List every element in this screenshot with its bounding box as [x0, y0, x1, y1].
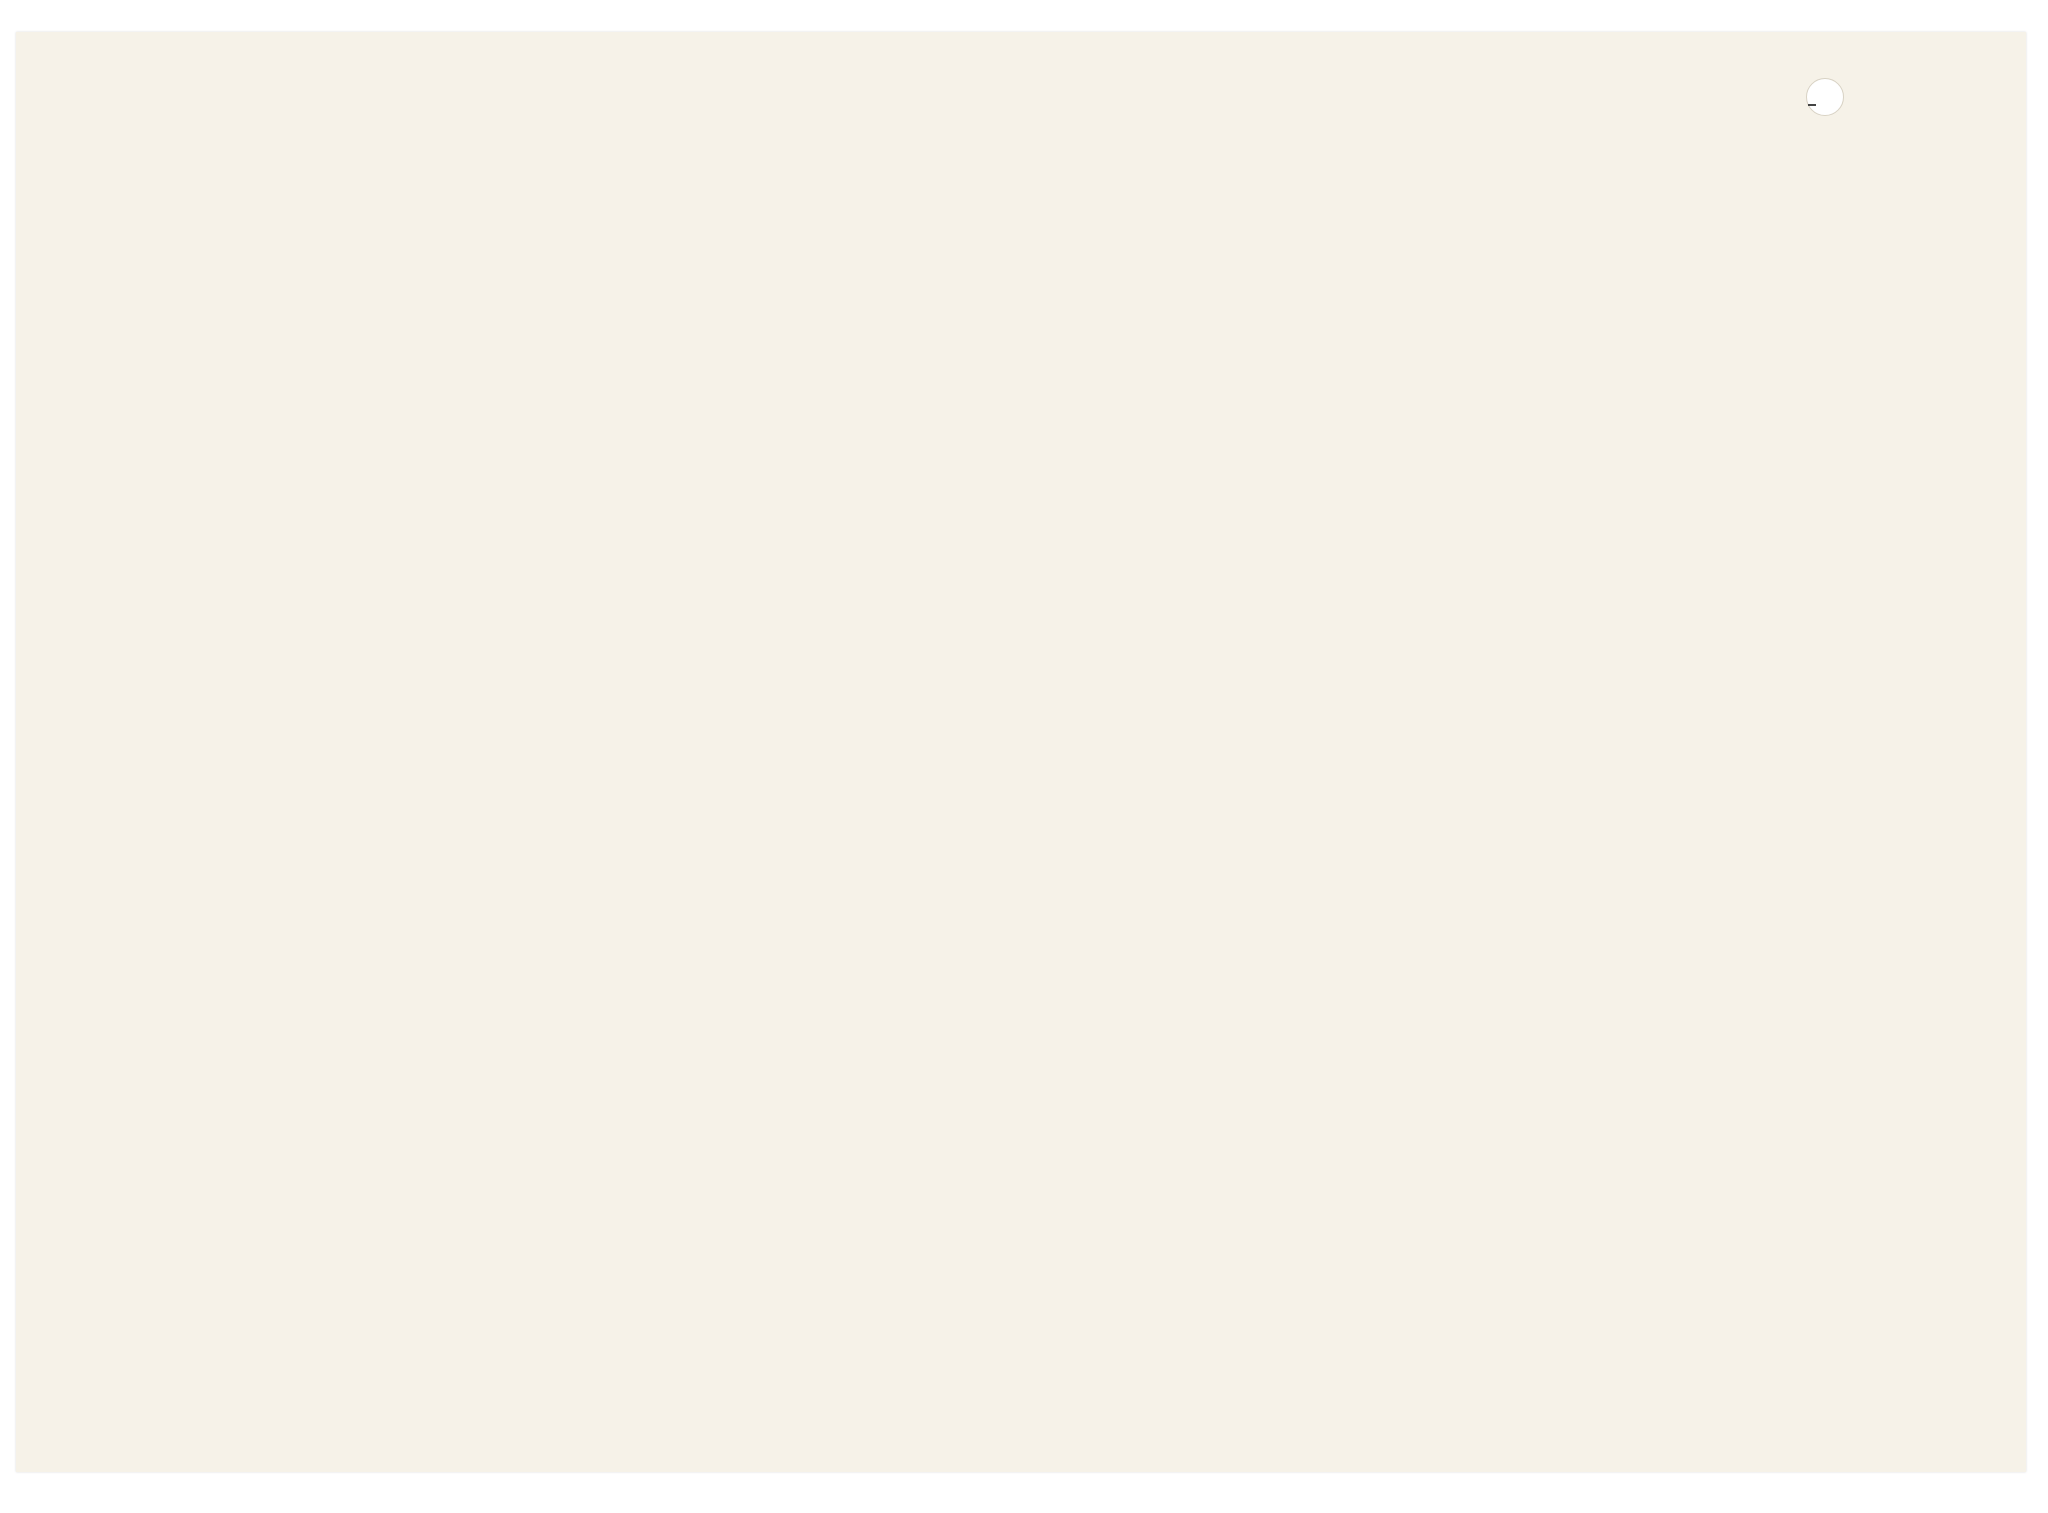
- punch-hole: [1806, 78, 1844, 116]
- log-sheet: [16, 32, 2026, 1472]
- date-value: [1808, 104, 1816, 106]
